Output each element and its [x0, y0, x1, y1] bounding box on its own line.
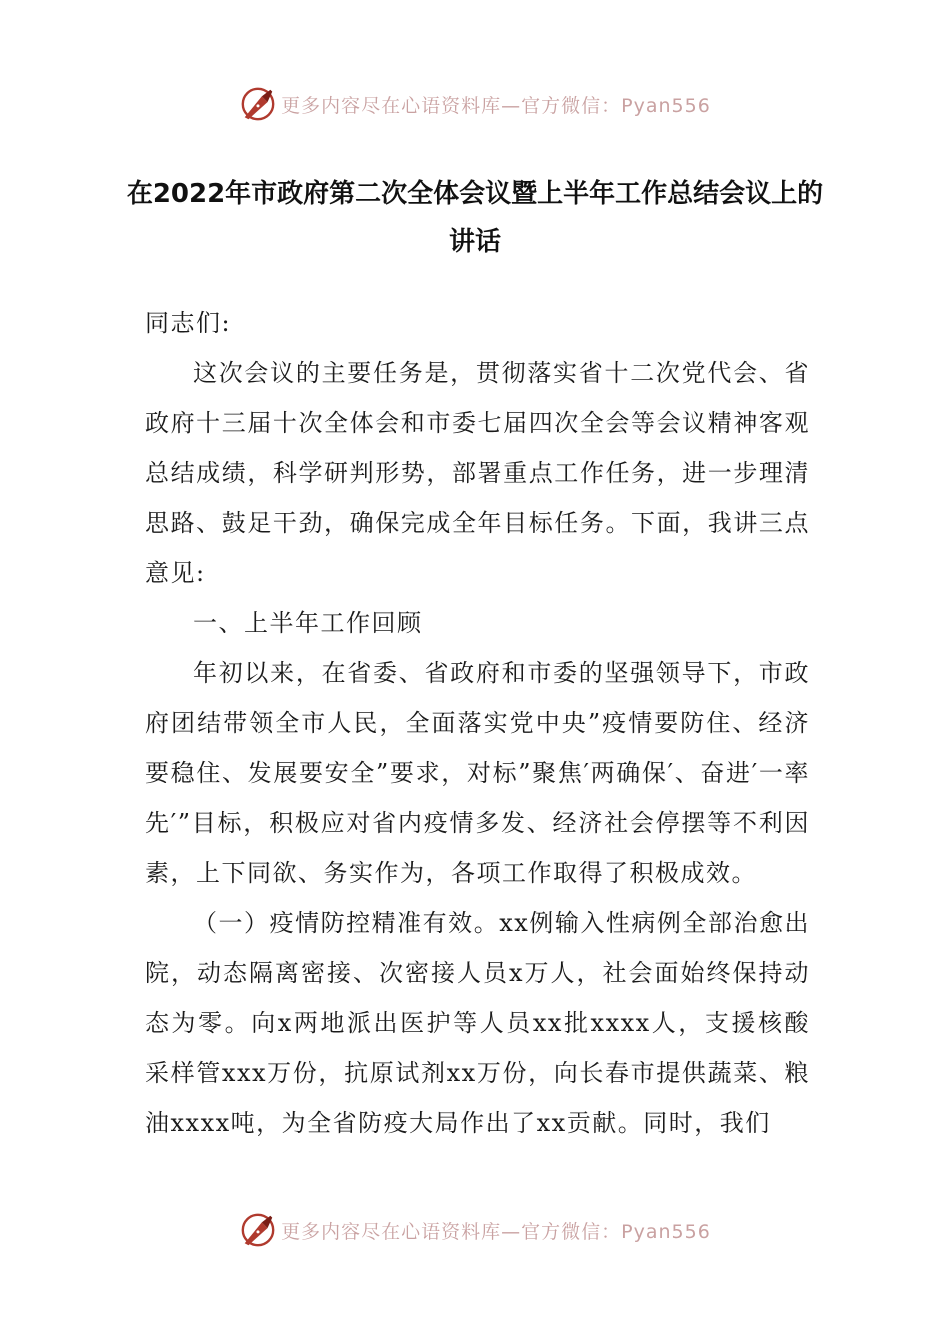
document-title: 在2022年市政府第二次全体会议暨上半年工作总结会议上的讲话 [126, 179, 824, 257]
watermark-header [0, 84, 950, 124]
pen-nib-circle-icon [239, 85, 277, 123]
paragraph-review: 年初以来，在省委、省政府和市委的坚强领导下，市政府团结带领全市人民，全面落实党中央”疫情要防住、经济要稳住、发展要安全”要求，对标”聚焦′两确保′、奋进′一率先′”目标，积极应对省内疫情多发、经济社会停摆等不利因素，上下同欲、务实作为，各项工作取得了积极成效。 [145, 659, 810, 887]
watermark-text: 更多内容尽在心语资料库—官方微信：Pyan556 [281, 1220, 711, 1243]
paragraph-intro: 这次会议的主要任务是，贯彻落实省十二次党代会、省政府十三届十次全体会和市委七届四次全会等会议精神客观总结成绩，科学研判形势，部署重点工作任务，进一步理清思路、鼓足干劲，确保完成全年目标任务。下面，我讲三点意见: [145, 359, 810, 587]
paragraph-epidemic: （一）疫情防控精准有效。xx例输入性病例全部治愈出院，动态隔离密接、次密接人员x万人，社会面始终保持动态为零。向x两地派出医护等人员xx批xxxx人，支援核酸采样管xxx万份，抗原试剂xx万份，向长春市提供蔬菜、粮油xxxx吨，为全省防疫大局作出了xx贡献。同时，我们 [145, 909, 810, 1137]
watermark-text: 更多内容尽在心语资料库—官方微信：Pyan556 [281, 94, 711, 117]
section-heading-1: 一、上半年工作回顾 [193, 609, 423, 637]
salutation: 同志们: [145, 309, 232, 337]
pen-nib-circle-icon [239, 1211, 277, 1249]
watermark-footer [0, 1210, 950, 1250]
document-body [145, 298, 810, 1148]
